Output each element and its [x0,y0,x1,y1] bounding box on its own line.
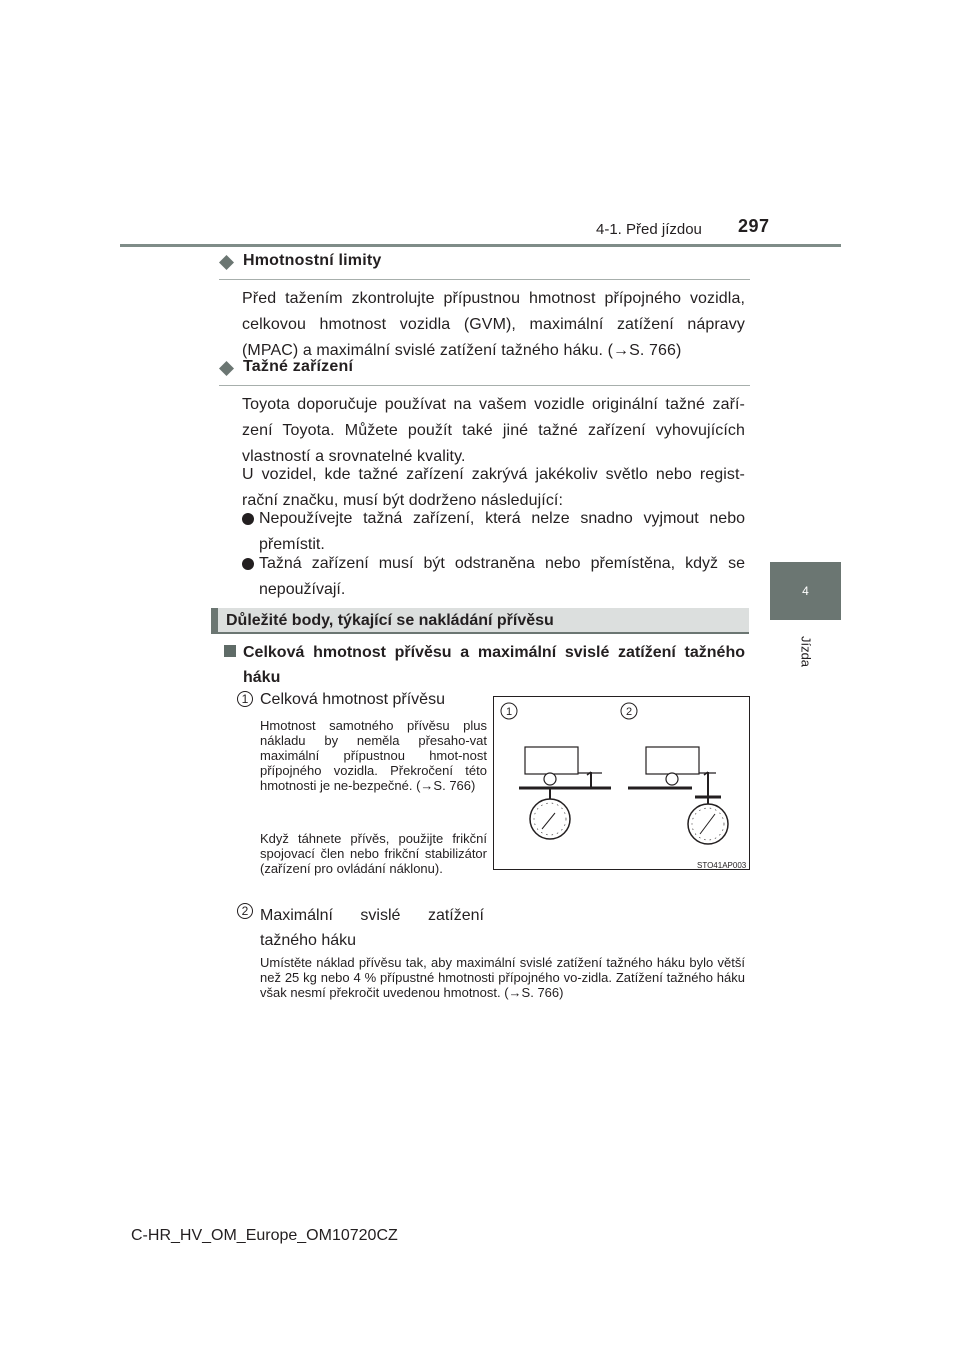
figure-label-1: 1 [505,706,513,718]
chapter-tab[interactable] [770,562,841,620]
item1-text-2: Když táhnete přívěs, použijte frikční spojovací člen nebo frikční stabilizátor (zařízení pro ovládání náklonu). [260,831,487,876]
weight-limits-heading [219,252,750,280]
bullet-icon [242,558,254,570]
bullet-item [242,551,745,603]
bullet-text: Nepoužívejte tažná zařízení, která nelze snadno vyjmout nebo přemístit. [259,510,745,553]
towing-device-body-2: U vozidel, kde tažné zařízení zakrývá jakékoliv světlo nebo regist-rační značku, musí být dodrženo následující: [242,466,745,509]
item2-title: Maximální svislé zatížení tažného háku [260,907,484,949]
header-rule [120,244,841,247]
key-points-title: Důležité body, týkající se nakládání přívěsu [226,612,554,629]
section-title: 4-1. Před jízdou [596,221,702,238]
towing-device-heading [219,358,750,386]
document-id: C-HR_HV_OM_Europe_OM10720CZ [131,1227,398,1244]
chapter-label-text: Jízda [798,635,814,668]
key-points-heading [211,608,749,634]
weight-limits-title: Hmotnostní limity [243,252,382,269]
figure-label-2: 2 [625,706,633,718]
towing-device-body-1: Toyota doporučuje používat na vašem vozidle originální tažné zaří-zení Toyota. Můžete použít také jiné tažné zařízení vyhovujících vlastností a srovnatelné kvality. [242,396,745,465]
towing-device-title: Tažné zařízení [243,358,354,375]
chapter-label [796,632,816,672]
item1-text-1: Hmotnost samotného přívěsu plus nákladu by neměla přesaho-vat maximální přípustnou hmot-nost přípojného vozidla. Překročení této hmotnosti je ne-bezpečné. (→S. 766) [260,718,487,793]
trailer-subheading [224,640,745,690]
bullet-text: Tažná zařízení musí být odstraněna nebo přemístěna, když se nepoužívají. [259,555,745,598]
page-number: 297 [738,216,770,236]
diamond-icon [219,255,234,270]
chapter-number: 4 [802,584,809,598]
figure-code: STO41AP003 [697,861,747,870]
trailer-scale-illustration [494,697,749,869]
trailer-load-figure [493,696,750,870]
square-bullet-icon [224,645,236,657]
item1-title: Celková hmotnost přívěsu [260,691,445,708]
bullet-icon [242,513,254,525]
item-number-badge: 1 [237,691,253,707]
item-number-badge: 2 [237,903,253,919]
weight-limits-body: Před tažením zkontrolujte přípustnou hmotnost přípojného vozidla, celkovou hmotnost vozidla (GVM), maximální zatížení nápravy (MPAC) a maximální svislé zatížení tažného háku. (→S. 766) [242,290,745,359]
trailer-subheading-text: Celková hmotnost přívěsu a maximální svislé zatížení tažného háku [243,644,745,686]
diamond-icon [219,361,234,376]
heading-accent [211,608,218,632]
item2-text: Umístěte náklad přívěsu tak, aby maximální svislé zatížení tažného háku bylo větší než 25 kg nebo 4 % přípustné hmotnosti přípojného vo-zidla. Zatížení tažného háku však nesmí překročit uvedenou hmotnost. (→S. 766) [260,955,745,1000]
